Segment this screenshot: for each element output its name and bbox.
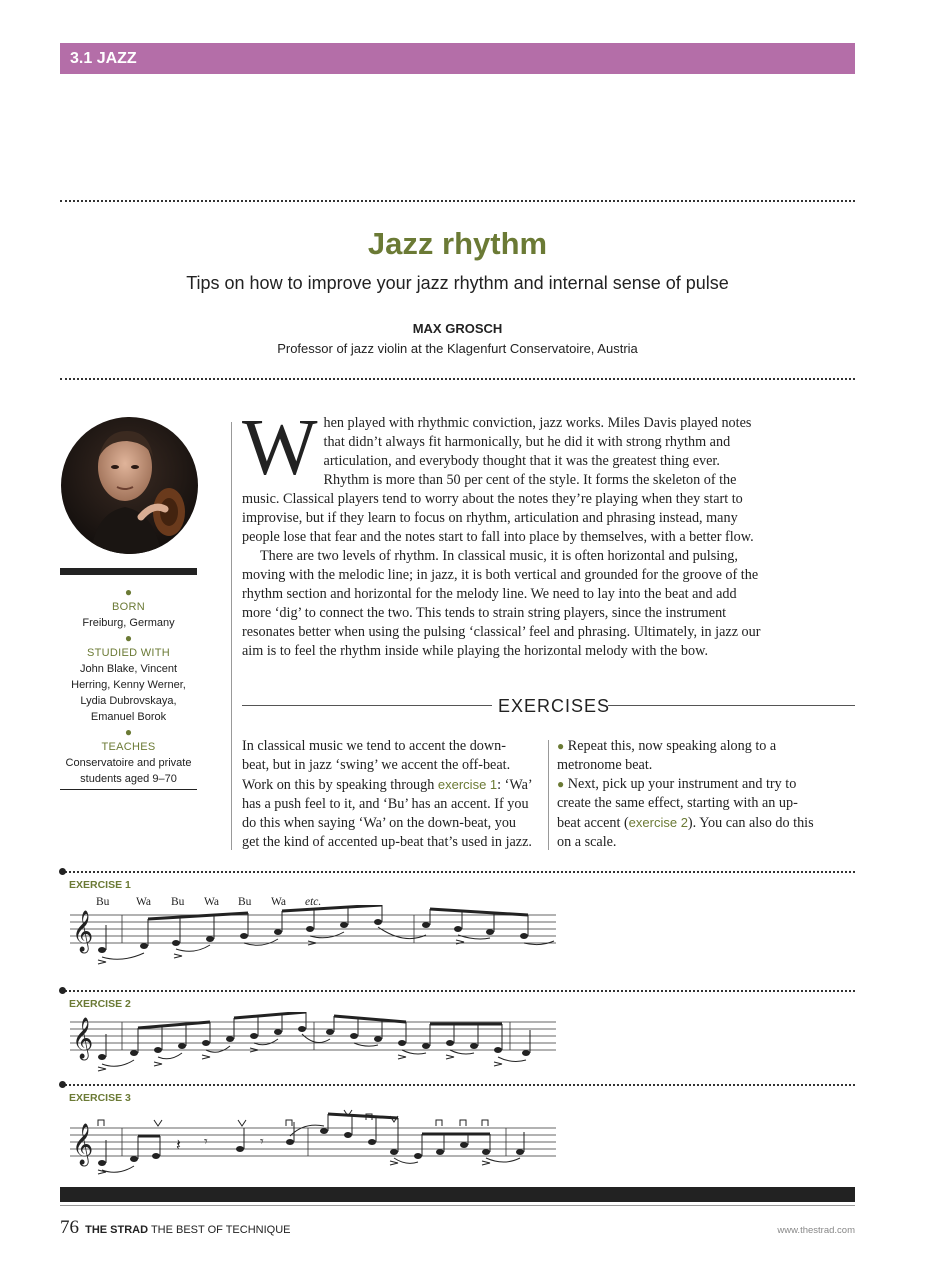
author-name: MAX GROSCH (412, 321, 503, 336)
divider-top (60, 200, 855, 202)
studied-value: John Blake, Vincent Herring, Kenny Werner, Lydia Dubrovskaya, Emanuel Borok (71, 663, 186, 723)
section-header-bar (60, 43, 855, 74)
col2-text-a: Next, pick up your instrument and try to create the same effect, starting with an up-beat accent ( (557, 776, 798, 831)
exercise-1-divider (60, 871, 855, 873)
article-title: Jazz rhythm (367, 226, 548, 261)
bullet-icon: ● (124, 725, 133, 739)
exercise-1-staff (64, 905, 564, 965)
syllable: Wa (204, 896, 220, 908)
bullet-icon: ● (124, 585, 133, 599)
column-divider (231, 422, 232, 850)
exercises-heading (242, 696, 855, 718)
divider-dot (59, 868, 66, 875)
paragraph-2: There are two levels of rhythm. In classical music, it is often horizontal and pulsing, moving with the melodic line; in jazz, it is both vertical and grounded for the groove of the rhythm section and horizontal for the melody line. We need to lay into the beat and add more ‘dig’ to connect the two. This tends to strain string players, since the instrument resonates better when using the pulsing ‘classical’ feel and phrasing. Ultimately, in jazz our aim is to feel the rhythm inside while playing the horizontal melody with the bow. (242, 548, 761, 659)
footer-url[interactable]: www.thestrad.com (777, 1225, 855, 1236)
exercise-3-staff (64, 1106, 564, 1178)
svg-text:𝄞: 𝄞 (72, 911, 94, 952)
divider-dot (59, 1081, 66, 1088)
exercise-2-staff (64, 1012, 564, 1072)
teaches-value: Conservatoire and private students aged 9–70 (65, 757, 192, 785)
drop-cap: W (242, 404, 318, 492)
born-label: BORN (112, 601, 145, 613)
exercise-column-divider (548, 740, 549, 850)
bullet-icon: ● (557, 739, 565, 753)
syllable: Bu (96, 896, 110, 908)
series-name: THE BEST OF TECHNIQUE (150, 1224, 291, 1236)
col2-text-b: ). You can also do this on a scale. (557, 815, 814, 850)
syllable: Bu (238, 896, 252, 908)
syllable: Bu (171, 896, 185, 908)
col1-text-b: : ‘Wa’ has a push feel to it, and ‘Bu’ has an accent. If you do this when saying ‘Wa’ on the down-beat, you get the kind of accented up-beat that’s used in jazz. (242, 777, 532, 850)
page-number: 76 (60, 1217, 79, 1238)
syllable: etc. (305, 896, 322, 908)
svg-text:𝄾: 𝄾 (260, 1134, 264, 1150)
studied-label: STUDIED WITH (86, 647, 171, 659)
svg-text:𝄾: 𝄾 (204, 1134, 208, 1150)
col2-paragraph-1: Repeat this, now speaking along to a metronome beat. (557, 738, 777, 773)
article-subtitle: Tips on how to improve your jazz rhythm and internal sense of pulse (186, 273, 729, 293)
footer-bar (60, 1187, 855, 1202)
divider-dot (59, 987, 66, 994)
bullet-icon: ● (557, 777, 565, 791)
publication-name: THE STRAD (85, 1224, 149, 1236)
svg-text:𝄞: 𝄞 (72, 1124, 94, 1165)
author-role: Professor of jazz violin at the Klagenfurt Conservatoire, Austria (277, 341, 638, 356)
exercises-column-1 (242, 737, 532, 852)
svg-text:𝄽: 𝄽 (176, 1135, 181, 1154)
teaches-label: TEACHES (101, 741, 156, 753)
exercises-heading-text: EXERCISES (498, 696, 611, 716)
sidebar-rule-thin (60, 789, 197, 790)
exercise-1-label: EXERCISE 1 (69, 879, 131, 891)
exercise-3-label: EXERCISE 3 (69, 1092, 131, 1104)
exercise-1-link: exercise 1 (437, 777, 498, 792)
exercise-2-divider (60, 990, 855, 992)
col1-text-a: In classical music we tend to accent the down-beat, but in jazz ‘swing’ we accent the off-beat. Work on this by speaking through (242, 738, 511, 793)
sidebar-rule-thick (60, 568, 197, 575)
paragraph-1-text: hen played with rhythmic conviction, jazz works. Miles Davis played notes that didn’t always fit harmonically, but he did it with strong rhythm and articulation, and everybody thought that it was the greatest thing ever. Rhythm is more than 50 per cent of the style. It forms the skeleton of the music. Classical players tend to worry about the notes they’re playing when they start to improvise, but if they learn to focus on rhythm, articulation and phrasing instead, many people lose that fear and the notes start to fall into place by themselves, with a better flow. (242, 415, 754, 545)
divider-byline (60, 378, 855, 380)
born-value: Freiburg, Germany (82, 617, 175, 629)
exercise-2-link: exercise 2 (628, 815, 688, 830)
syllable: Wa (271, 896, 287, 908)
syllable: Wa (136, 896, 152, 908)
svg-text:𝄞: 𝄞 (72, 1018, 94, 1059)
author-portrait (61, 417, 198, 554)
exercise-2-label: EXERCISE 2 (69, 998, 131, 1010)
exercises-column-2 (557, 737, 817, 852)
author-facts (60, 585, 197, 787)
article-body (242, 404, 767, 661)
bullet-icon: ● (124, 631, 133, 645)
heading-rule-left (242, 705, 492, 706)
footer-rule (60, 1205, 855, 1206)
exercise-3-divider (60, 1084, 855, 1086)
footer-left (60, 1217, 291, 1239)
section-label: 3.1 JAZZ (70, 50, 137, 67)
heading-rule-right (608, 705, 855, 706)
paragraph-1 (242, 404, 767, 547)
